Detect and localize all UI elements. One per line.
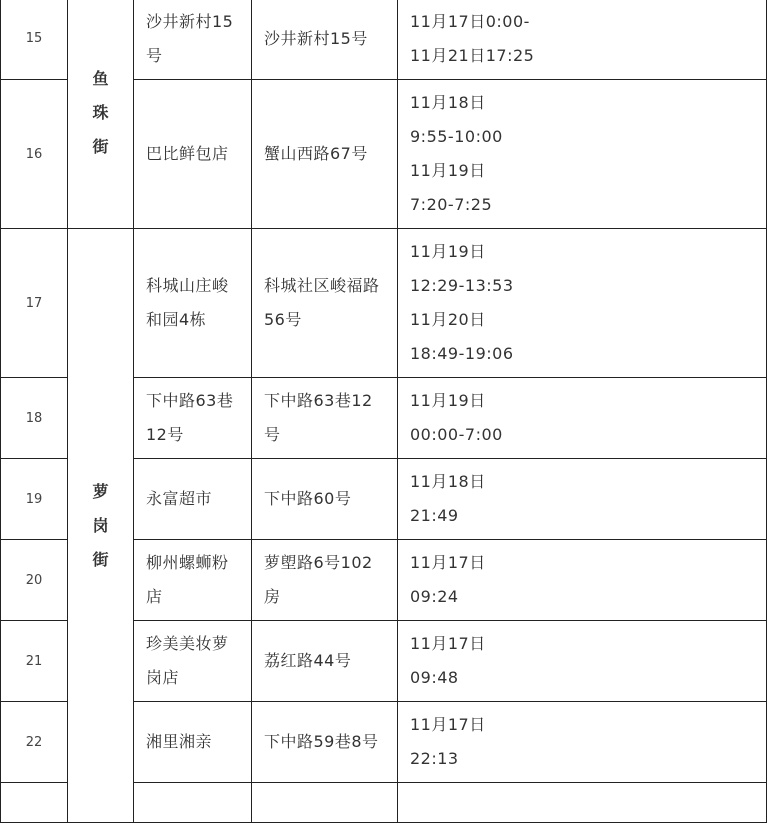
- place-name: 珍美美妆萝岗店: [134, 621, 252, 702]
- place-address: 下中路63巷12号: [252, 378, 398, 459]
- time-line: 11月20日: [410, 310, 486, 329]
- street-char: 萝: [92, 481, 109, 501]
- time-line: 09:24: [410, 587, 459, 606]
- street-char: 鱼: [92, 69, 109, 88]
- time-range: [398, 459, 767, 540]
- time-range: [398, 540, 767, 621]
- time-range: [398, 702, 767, 783]
- row-number: 15: [1, 0, 68, 80]
- street-char: 街: [92, 137, 109, 156]
- time-range: [398, 80, 767, 229]
- place-name: 永富超市: [134, 459, 252, 540]
- time-line: 11月21日17:25: [410, 45, 535, 65]
- place-address: 下中路60号: [252, 459, 398, 540]
- row-number: 17: [1, 229, 68, 378]
- time-line: 11月17日: [410, 715, 486, 734]
- place-address: 下中路59巷8号: [252, 702, 398, 783]
- place-name: 湘里湘亲: [134, 702, 252, 783]
- place-address-empty: [252, 783, 398, 823]
- time-range: [398, 621, 767, 702]
- time-line: 11月18日: [410, 93, 486, 112]
- street-name-luogang: [68, 229, 134, 823]
- time-line: 21:49: [410, 506, 459, 525]
- place-address: 荔红路44号: [252, 621, 398, 702]
- time-range: [398, 378, 767, 459]
- row-number: 19: [1, 459, 68, 540]
- time-line: 11月17日0:00-: [410, 11, 530, 31]
- time-line: 11月19日: [410, 391, 486, 410]
- time-range: [398, 229, 767, 378]
- time-line: 22:13: [410, 749, 459, 768]
- time-line: 7:20-7:25: [410, 195, 493, 214]
- place-name: 科城山庄峻和园4栋: [134, 229, 252, 378]
- table-row: [1, 229, 767, 378]
- time-line: 11月17日: [410, 553, 486, 572]
- time-line: 11月17日: [410, 634, 486, 653]
- time-line: 09:48: [410, 668, 459, 687]
- place-name: 柳州螺蛳粉店: [134, 540, 252, 621]
- place-name: 沙井新村15号: [134, 0, 252, 80]
- place-name: 下中路63巷12号: [134, 378, 252, 459]
- place-address: 科城社区峻福路56号: [252, 229, 398, 378]
- time-line: 12:29-13:53: [410, 276, 514, 295]
- place-name: 巴比鲜包店: [134, 80, 252, 229]
- row-number: 21: [1, 621, 68, 702]
- row-number: 22: [1, 702, 68, 783]
- time-line: 11月18日: [410, 472, 486, 491]
- time-range: [398, 0, 767, 80]
- row-number: 18: [1, 378, 68, 459]
- row-number-empty: [1, 783, 68, 823]
- time-line: 00:00-7:00: [410, 425, 503, 444]
- row-number: 16: [1, 80, 68, 229]
- time-range-empty: [398, 783, 767, 823]
- street-name-yuzhu: [68, 0, 134, 229]
- place-address: 蟹山西路67号: [252, 80, 398, 229]
- row-number: 20: [1, 540, 68, 621]
- time-line: 9:55-10:00: [410, 127, 503, 146]
- street-char: 街: [92, 549, 109, 569]
- time-line: 11月19日: [410, 161, 486, 180]
- place-name-empty: [134, 783, 252, 823]
- time-line: 11月19日: [410, 242, 486, 261]
- street-char: 岗: [92, 515, 109, 535]
- place-address: 沙井新村15号: [252, 0, 398, 80]
- time-line: 18:49-19:06: [410, 344, 514, 363]
- table-row: [1, 0, 767, 80]
- place-address: 萝塱路6号102房: [252, 540, 398, 621]
- street-char: 珠: [92, 103, 109, 122]
